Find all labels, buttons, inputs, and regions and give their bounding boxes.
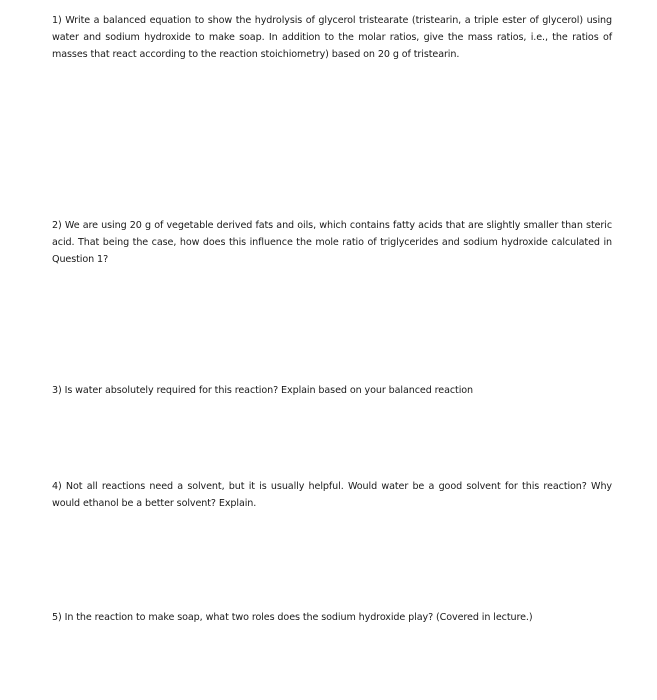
question-4: 4) Not all reactions need a solvent, but it is usually helpful. Would water be a good solvent for this reaction? Why would ethanol be a better solvent? Explain. xyxy=(52,481,612,509)
question-2: 2) We are using 20 g of vegetable derived fats and oils, which contains fatty acids that are slightly smaller than steric acid. That being the case, how does this influence the mole ratio of triglycerides and sodium hydroxide calculated in Question 1? xyxy=(52,220,612,265)
question-3: 3) Is water absolutely required for this reaction? Explain based on your balanced reaction xyxy=(52,385,474,396)
question-5: 5) In the reaction to make soap, what two roles does the sodium hydroxide play? (Covered in lecture.) xyxy=(52,612,533,623)
question-1: 1) Write a balanced equation to show the hydrolysis of glycerol tristearate (tristearin, a triple ester of glycerol) using water and sodium hydroxide to make soap. In addition to the molar ratios, give the mass ratios, i.e., the ratios of masses that react according to the reaction stoichiometry) based on 20 g of tristearin. xyxy=(52,15,612,60)
